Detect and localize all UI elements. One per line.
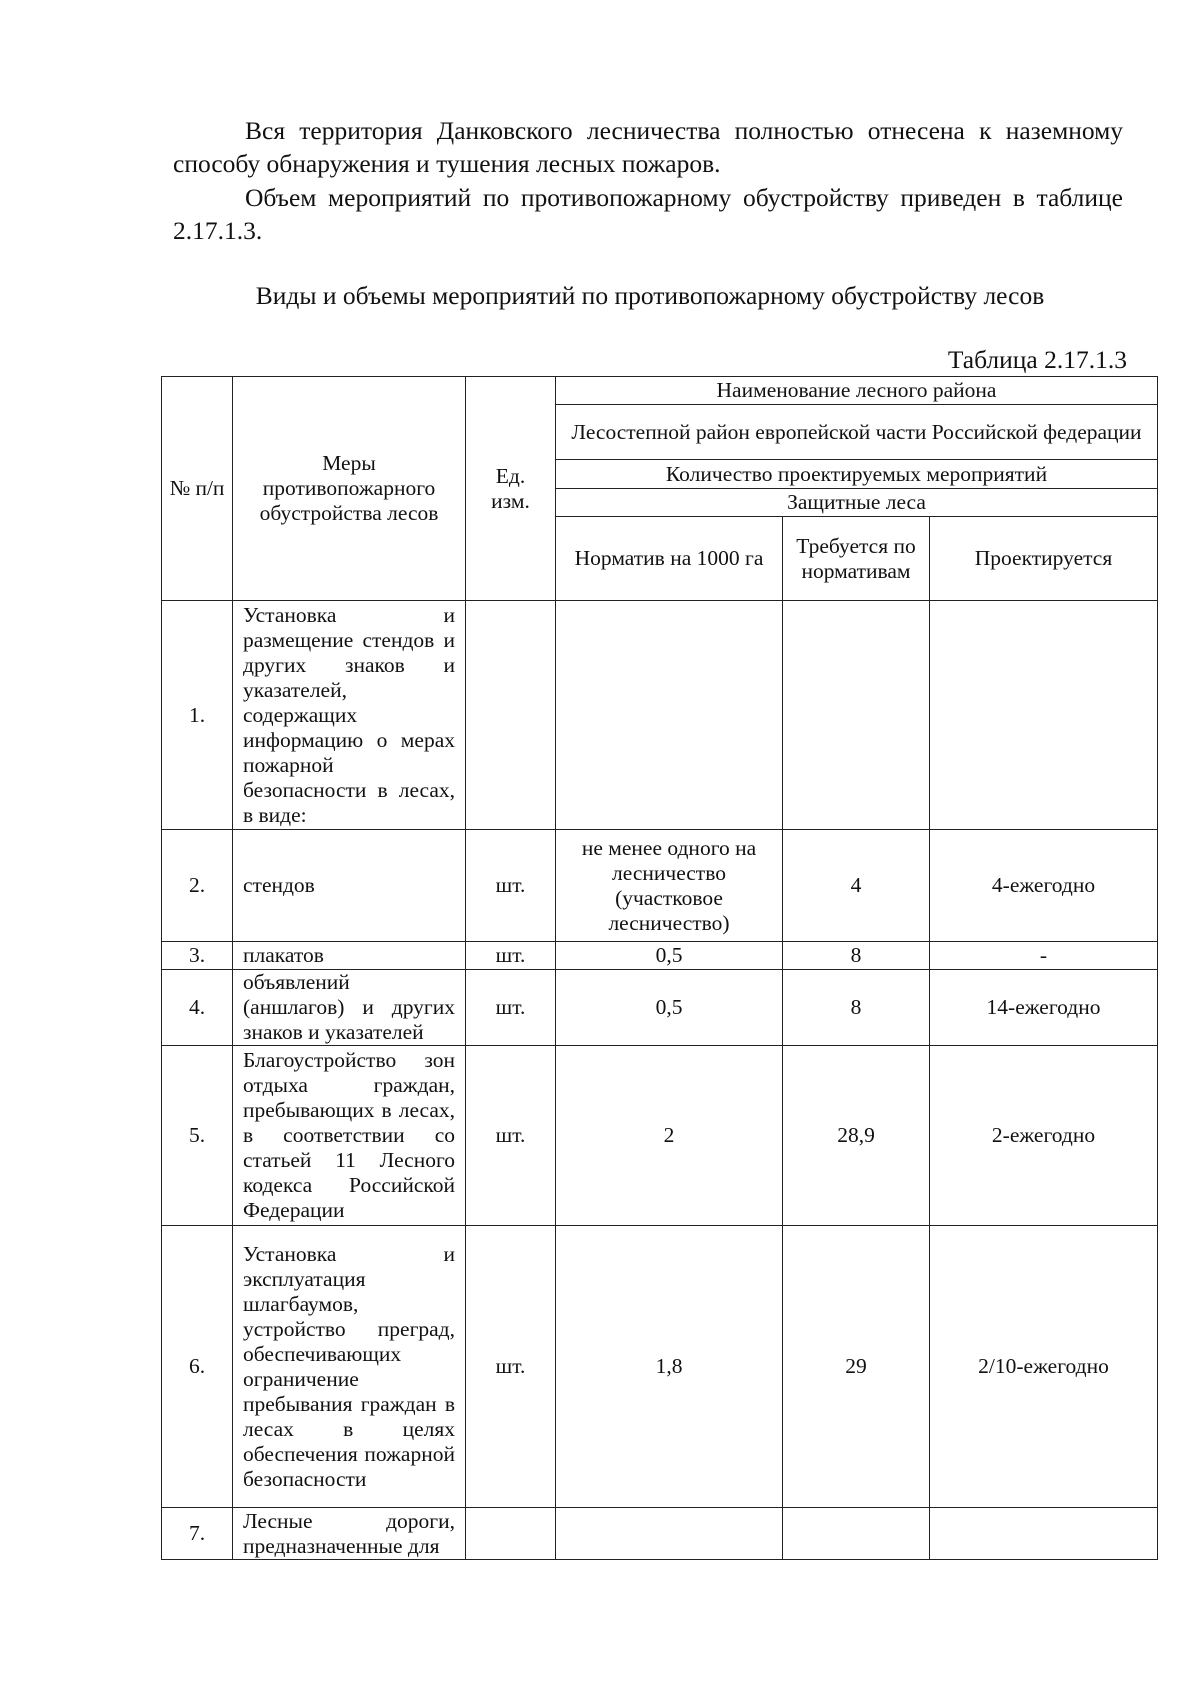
fire-measures-table: [161, 376, 1158, 1560]
row-num: 6.: [162, 1226, 233, 1508]
row-measure: Установка и размещение стендов и других знаков и указателей, содержащих информацию о мерах пожарной безопасности в лесах, в виде:: [233, 601, 466, 830]
row-projected: 14-ежегодно: [930, 970, 1158, 1046]
table-row: [162, 942, 1158, 970]
row-measure: стендов: [233, 830, 466, 942]
header-required: Требуется по нормативам: [783, 517, 930, 601]
row-norm: [556, 1508, 783, 1560]
header-quantity: Количество проектируемых мероприятий: [556, 460, 1158, 489]
row-projected: 4-ежегодно: [930, 830, 1158, 942]
row-projected: 2/10-ежегодно: [930, 1226, 1158, 1508]
row-measure: Благоустройство зон отдыха граждан, пребывающих в лесах, в соответствии со статьей 11 Лесного кодекса Российской Федерации: [233, 1046, 466, 1226]
row-num: 2.: [162, 830, 233, 942]
row-unit: [466, 601, 556, 830]
row-num: 3.: [162, 942, 233, 970]
row-norm: 0,5: [556, 942, 783, 970]
row-norm: не менее одного на лесничество (участковое лесничество): [556, 830, 783, 942]
row-num: 7.: [162, 1508, 233, 1560]
header-norm: Норматив на 1000 га: [556, 517, 783, 601]
header-forest: Защитные леса: [556, 489, 1158, 517]
table-row: [162, 830, 1158, 942]
table-row: [162, 970, 1158, 1046]
header-num: № п/п: [162, 377, 233, 601]
row-required: 8: [783, 970, 930, 1046]
row-projected: 2-ежегодно: [930, 1046, 1158, 1226]
row-measure: Лесные дороги, предназначенные для: [233, 1508, 466, 1560]
row-unit: шт.: [466, 1046, 556, 1226]
row-measure: Установка и эксплуатация шлагбаумов, устройство преград, обеспечивающих ограничение пребывания граждан в лесах в целях обеспечения пожарной безопасности: [233, 1226, 466, 1508]
header-unit: Ед. изм.: [466, 377, 556, 601]
row-unit: шт.: [466, 1226, 556, 1508]
intro-paragraph-1: Вся территория Данковского лесничества полностью отнесена к наземному способу обнаружения и тушения лесных пожаров.: [173, 116, 1123, 178]
table-caption: Виды и объемы мероприятий по противопожарному обустройству лесов: [255, 281, 1045, 310]
row-required: 28,9: [783, 1046, 930, 1226]
row-measure: объявлений (аншлагов) и других знаков и указателей: [233, 970, 466, 1046]
row-unit: [466, 1508, 556, 1560]
table-row: [162, 1046, 1158, 1226]
row-norm: 2: [556, 1046, 783, 1226]
row-measure: плакатов: [233, 942, 466, 970]
header-row-1: [162, 377, 1158, 405]
row-norm: 1,8: [556, 1226, 783, 1508]
row-required: 4: [783, 830, 930, 942]
header-region-name: Наименование лесного района: [556, 377, 1158, 405]
table-row: [162, 1508, 1158, 1560]
row-norm: [556, 601, 783, 830]
header-measures: Меры противопожарного обустройства лесов: [233, 377, 466, 601]
row-num: 1.: [162, 601, 233, 830]
row-required: 29: [783, 1226, 930, 1508]
header-projected: Проектируется: [930, 517, 1158, 601]
row-required: [783, 1508, 930, 1560]
table-row: [162, 601, 1158, 830]
row-unit: шт.: [466, 830, 556, 942]
row-unit: шт.: [466, 942, 556, 970]
row-unit: шт.: [466, 970, 556, 1046]
row-projected: -: [930, 942, 1158, 970]
row-norm: 0,5: [556, 970, 783, 1046]
intro-paragraph-2: Объем мероприятий по противопожарному обустройству приведен в таблице 2.17.1.3.: [173, 183, 1123, 245]
row-required: [783, 601, 930, 830]
row-projected: [930, 601, 1158, 830]
header-region: Лесостепной район европейской части Российской федерации: [556, 405, 1158, 460]
table-number: Таблица 2.17.1.3: [947, 345, 1127, 374]
row-required: 8: [783, 942, 930, 970]
row-projected: [930, 1508, 1158, 1560]
row-num: 4.: [162, 970, 233, 1046]
table-row: [162, 1226, 1158, 1508]
row-num: 5.: [162, 1046, 233, 1226]
